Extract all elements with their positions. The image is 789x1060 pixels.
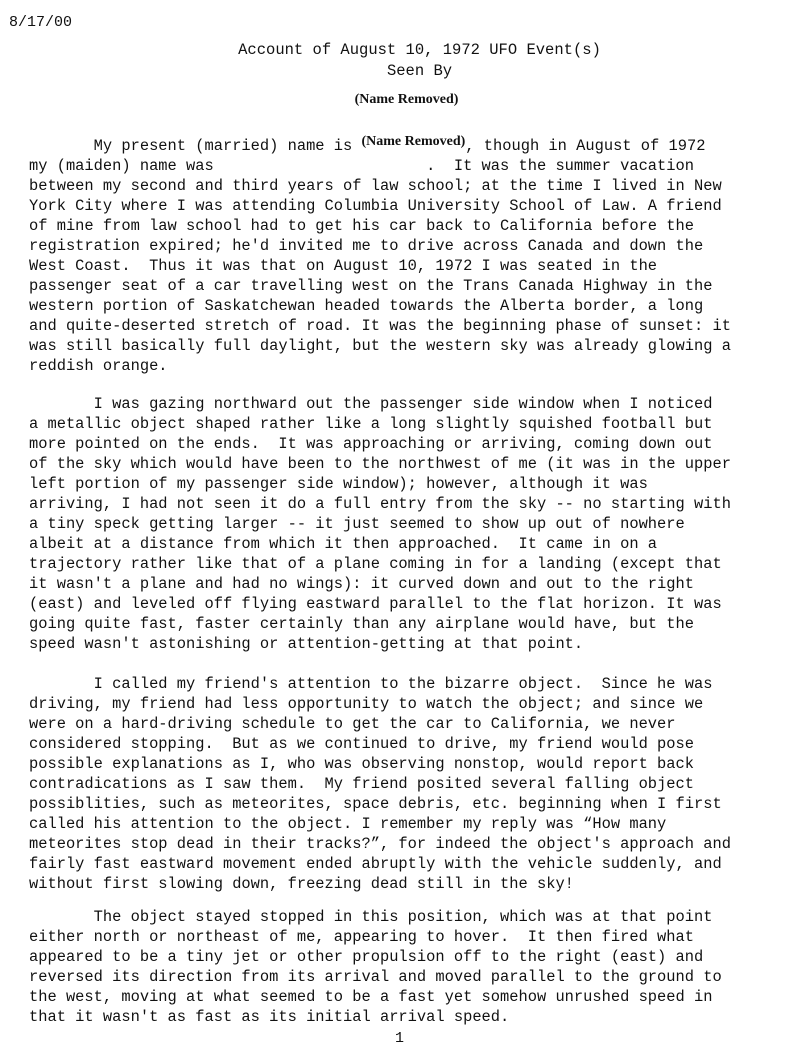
- paragraph-1-line: of mine from law school had to get his car back to California before the: [29, 217, 694, 235]
- paragraph-3-line: fairly fast eastward movement ended abruptly with the vehicle suddenly, and: [29, 855, 722, 873]
- paragraph-2-line: albeit at a distance from which it then approached. It came in on a: [29, 535, 658, 553]
- paragraph-1-line: between my second and third years of law school; at the time I lived in New: [29, 177, 722, 195]
- paragraph-1-line: York City where I was attending Columbia University School of Law. A friend: [29, 197, 722, 215]
- paragraph-3-line: were on a hard-driving schedule to get the car to California, we never: [29, 715, 676, 733]
- document-title: Account of August 10, 1972 UFO Event(s): [238, 41, 601, 59]
- paragraph-1-line: was still basically full daylight, but the western sky was already glowing a: [29, 337, 731, 355]
- paragraph-3-line: meteorites stop dead in their tracks?”, for indeed the object's approach and: [29, 835, 731, 853]
- paragraph-2-line: going quite fast, faster certainly than any airplane would have, but the: [29, 615, 694, 633]
- paragraph-4-line: the west, moving at what seemed to be a fast yet somehow unrushed speed in: [29, 988, 713, 1006]
- document-date: 8/17/00: [9, 14, 73, 31]
- text-segment: My present (married) name is: [29, 137, 362, 155]
- paragraph-1-line: registration expired; he'd invited me to drive across Canada and down the: [29, 237, 704, 255]
- paragraph-4-line: appeared to be a tiny jet or other propulsion off to the right (east) and: [29, 948, 704, 966]
- paragraph-3-line: possiblities, such as meteorites, space debris, etc. beginning when I first: [29, 795, 722, 813]
- paragraph-1-line: and quite-deserted stretch of road. It was the beginning phase of sunset: it: [29, 317, 731, 335]
- paragraph-3-line: called his attention to the object. I remember my reply was “How many: [29, 815, 667, 833]
- inline-redacted-name: (Name Removed): [361, 134, 466, 149]
- paragraph-3-line: without first slowing down, freezing dead still in the sky!: [29, 875, 574, 893]
- paragraph-3-line: I called my friend's attention to the bizarre object. Since he was: [29, 675, 713, 693]
- document-subtitle: Seen By: [386, 62, 453, 80]
- paragraph-4-line: either north or northeast of me, appearing to hover. It then fired what: [29, 928, 694, 946]
- paragraph-3-line: driving, my friend had less opportunity to watch the object; and since we: [29, 695, 704, 713]
- paragraph-3-line: contradications as I saw them. My friend posited several falling object: [29, 775, 694, 793]
- paragraph-2-line: a tiny speck getting larger -- it just seemed to show up out of nowhere: [29, 515, 685, 533]
- paragraph-4-line: that it wasn't as fast as its initial arrival speed.: [29, 1008, 510, 1026]
- paragraph-1-line: West Coast. Thus it was that on August 10, 1972 I was seated in the: [29, 257, 658, 275]
- paragraph-2-line: of the sky which would have been to the northwest of me (it was in the upper: [29, 455, 731, 473]
- paragraph-2-line: left portion of my passenger side window); however, although it was: [29, 475, 648, 493]
- paragraph-2-line: arriving, I had not seen it do a full entry from the sky -- no starting with: [29, 495, 731, 513]
- paragraph-3-line: possible explanations as I, who was observing nonstop, would report back: [29, 755, 694, 773]
- paragraph-2-line: it wasn't a plane and had no wings): it curved down and out to the right: [29, 575, 694, 593]
- paragraph-1-line: [29, 136, 705, 156]
- paragraph-2-line: a metallic object shaped rather like a long slightly squished football but: [29, 415, 713, 433]
- paragraph-1-line: reddish orange.: [29, 357, 168, 375]
- paragraph-2-line: speed wasn't astonishing or attention-getting at that point.: [29, 635, 584, 653]
- paragraph-2-line: trajectory rather like that of a plane coming in for a landing (except that: [29, 555, 722, 573]
- paragraph-3-line: considered stopping. But as we continued to drive, my friend would pose: [29, 735, 694, 753]
- paragraph-4-line: reversed its direction from its arrival and moved parallel to the ground to: [29, 968, 722, 986]
- paragraph-1-line: my (maiden) name was . It was the summer vacation: [29, 157, 694, 175]
- paragraph-1-line: passenger seat of a car travelling west on the Trans Canada Highway in the: [29, 277, 713, 295]
- text-segment: , though in August of 1972: [465, 137, 706, 155]
- paragraph-1-line: western portion of Saskatchewan headed towards the Alberta border, a long: [29, 297, 704, 315]
- redacted-witness-name: [0, 90, 789, 108]
- paragraph-4-line: The object stayed stopped in this position, which was at that point: [29, 908, 713, 926]
- paragraph-2-line: (east) and leveled off flying eastward parallel to the flat horizon. It was: [29, 595, 722, 613]
- paragraph-2-line: I was gazing northward out the passenger side window when I noticed: [29, 395, 713, 413]
- page-number: 1: [394, 1030, 404, 1047]
- paragraph-2-line: more pointed on the ends. It was approaching or arriving, coming down out: [29, 435, 713, 453]
- redacted-name-label: (Name Removed): [354, 92, 459, 107]
